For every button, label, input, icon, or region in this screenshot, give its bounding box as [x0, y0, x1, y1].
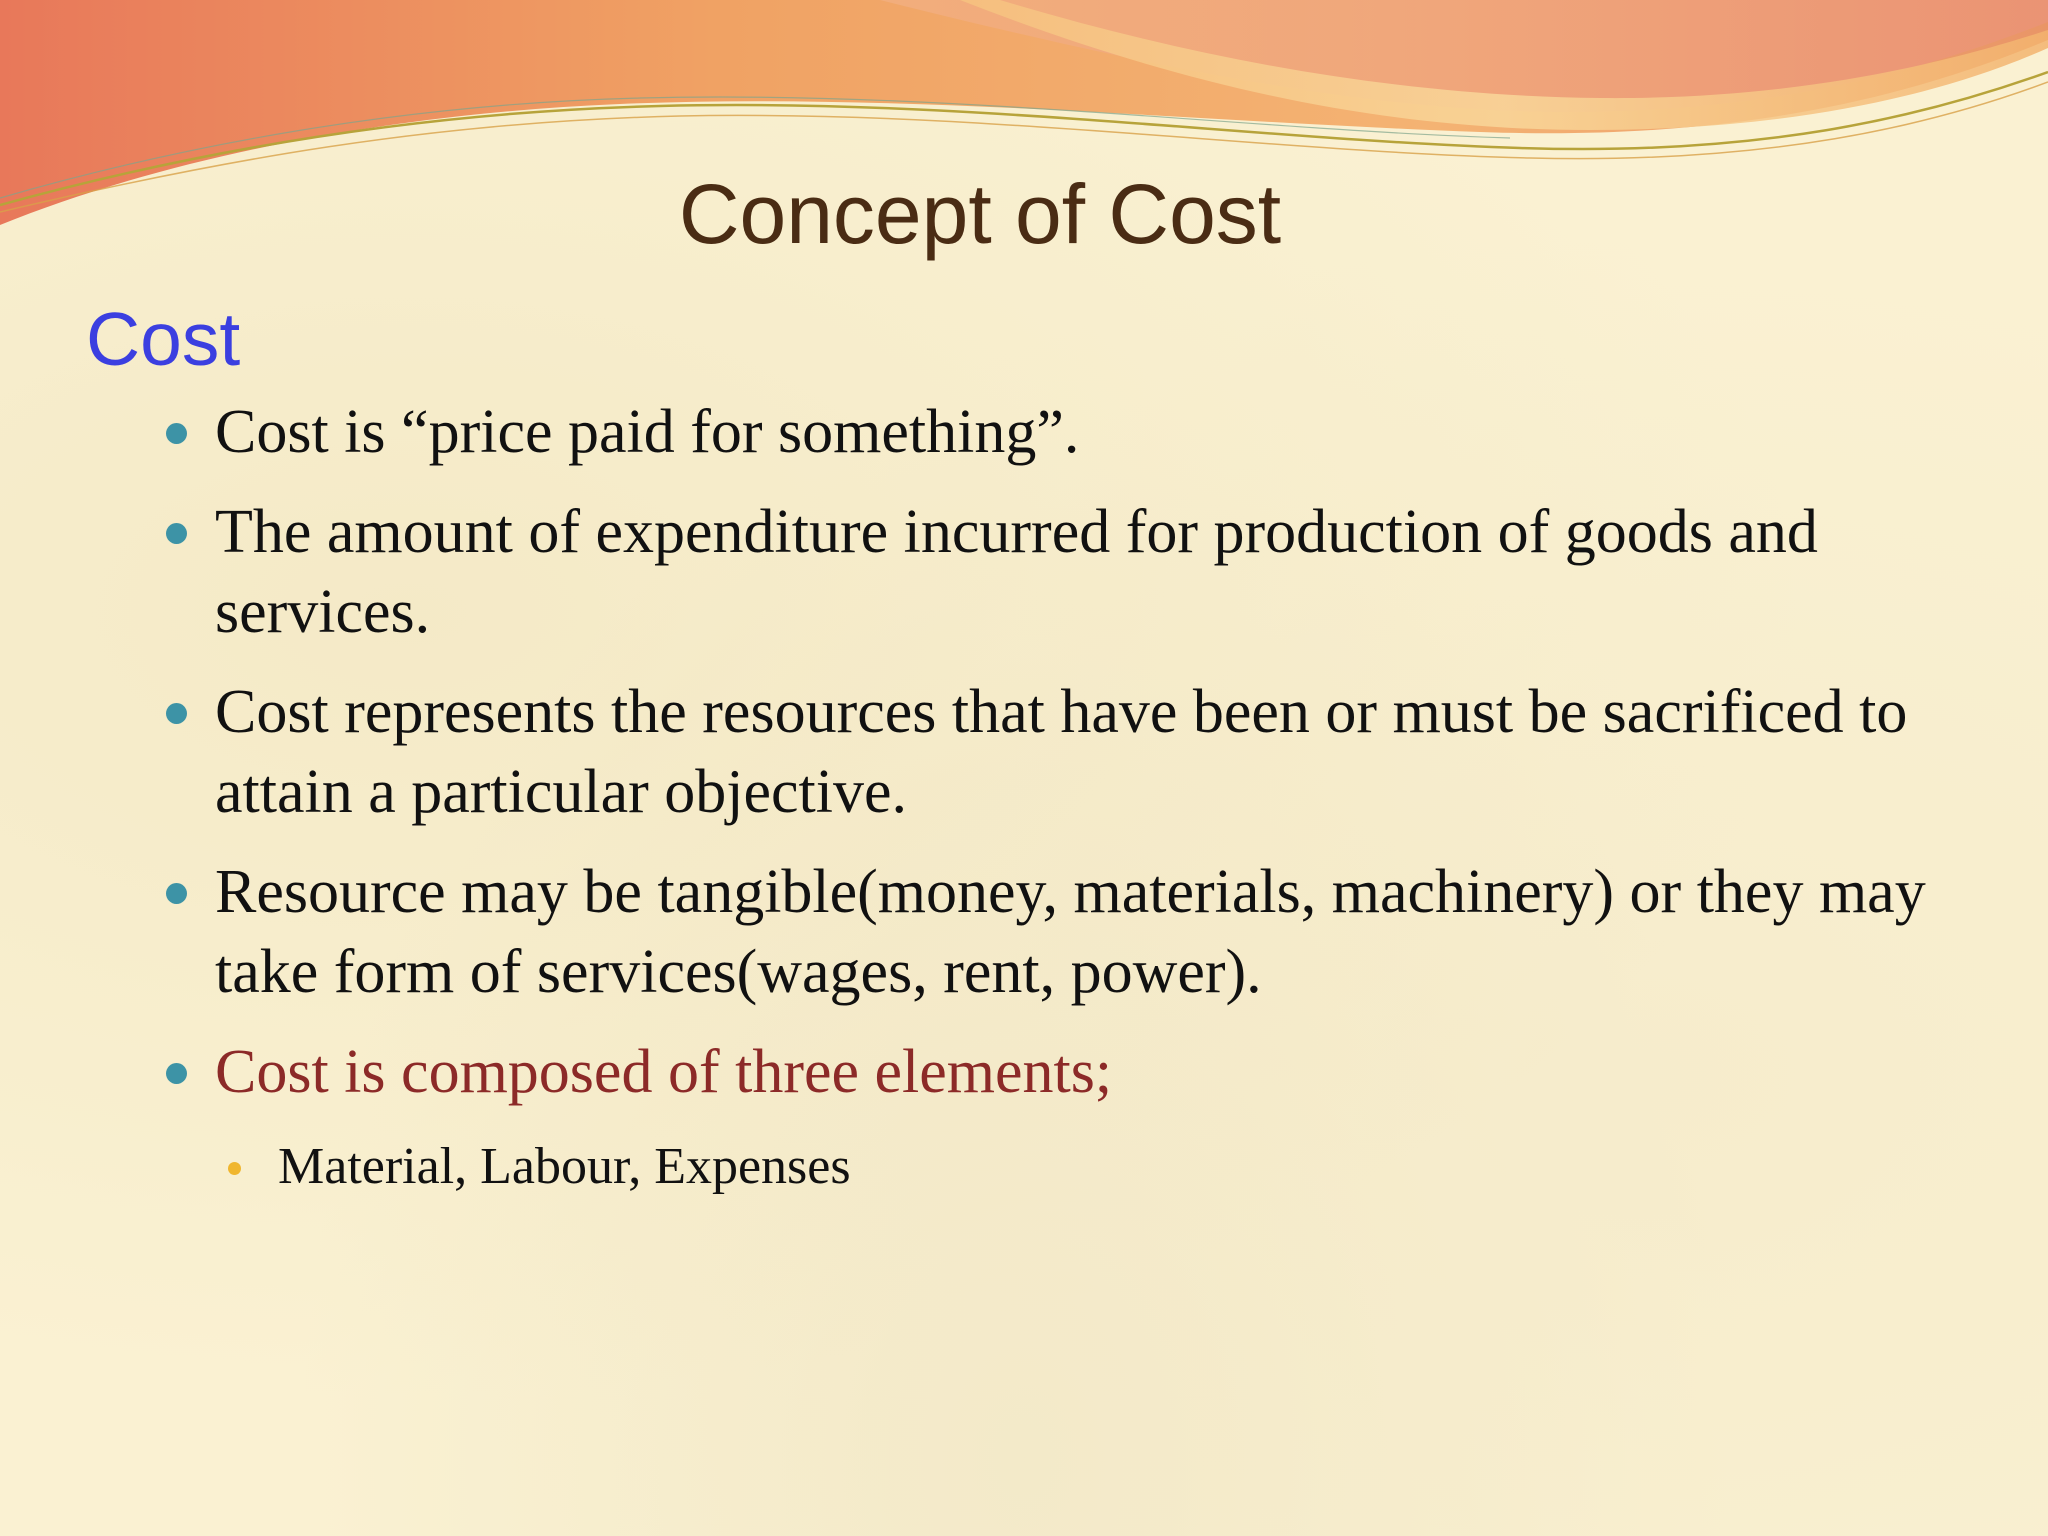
sub-bullet-text: Material, Labour, Expenses — [278, 1138, 851, 1195]
bullet-text: Cost represents the resources that have been or must be sacrificed to attain a particular objective. — [215, 678, 1908, 826]
sub-bullet-dot-icon — [228, 1162, 241, 1175]
bullet-text: Cost is composed of three elements; — [215, 1038, 1113, 1106]
bullet-dot-icon — [166, 1063, 187, 1084]
bullet-list — [0, 392, 2048, 1202]
bullet-item — [0, 492, 2048, 652]
bullet-item — [0, 672, 2048, 832]
bullet-item-highlight — [0, 1032, 2048, 1112]
bullet-text: Resource may be tangible(money, materials, machinery) or they may take form of services(wages, rent, power). — [215, 858, 1926, 1006]
bullet-item — [0, 852, 2048, 1012]
section-heading: Cost — [86, 297, 241, 381]
bullet-dot-icon — [166, 423, 187, 444]
slide-title: Concept of Cost — [678, 167, 1282, 261]
sub-bullet-item — [0, 1132, 2048, 1202]
bullet-dot-icon — [166, 703, 187, 724]
bullet-text: Cost is “price paid for something”. — [215, 398, 1080, 466]
bullet-text: The amount of expenditure incurred for production of goods and services. — [215, 498, 1818, 646]
bullet-dot-icon — [166, 523, 187, 544]
bullet-dot-icon — [166, 883, 187, 904]
bullet-item — [0, 392, 2048, 472]
